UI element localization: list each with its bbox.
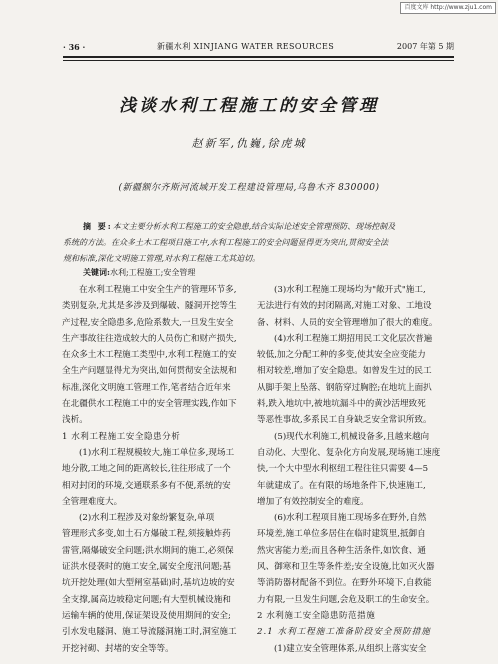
body-text-line: (2)水利工程涉及对象纷繁复杂,单项 bbox=[79, 513, 215, 524]
body-text-line: 全生产问题显得尤为突出,如何贯彻安全法规和 bbox=[62, 366, 237, 377]
header-rule-thin bbox=[63, 60, 454, 61]
body-text-line: 较低,加之分配工种的多变,使其安全应变能力 bbox=[257, 350, 426, 361]
body-text-line: 相对较差,增加了安全隐患。如曾发生过的民工 bbox=[257, 366, 432, 377]
body-text-line: 年就建成了。在有限的场地条件下,快速施工, bbox=[257, 480, 426, 491]
running-header bbox=[63, 40, 454, 54]
abstract-text: 本文主要分析水利工程施工的安全隐患,结合实际论述安全管理预防、现场控制及 bbox=[112, 222, 396, 231]
article-affiliation: (新疆额尔齐斯河流域开发工程建设管理局,乌鲁木齐 830000) bbox=[118, 183, 380, 193]
body-text-line: 无法进行有效的封闭隔离,对施工对象、工地设 bbox=[257, 301, 432, 312]
abstract-label: 摘 要: bbox=[83, 221, 113, 231]
abstract-line bbox=[63, 218, 453, 235]
body-text-line: 自动化、大型化、复杂化方向发展,现场施工速度 bbox=[257, 447, 441, 458]
keywords-text: 水利;工程施工;安全管理 bbox=[109, 268, 196, 277]
body-text-line: 雷管,隔爆破安全问题;洪水期间的施工,必须保 bbox=[62, 545, 234, 556]
body-text-line: 风、御寒和卫生等条件差;安全设施,比如灭火器 bbox=[257, 562, 435, 573]
keywords bbox=[83, 264, 195, 281]
issue-label: 2007 年第 5 期 bbox=[396, 42, 454, 51]
body-text-line: 在水利工程施工中安全生产的管理环节多, bbox=[79, 285, 237, 295]
body-text-line: 管理形式多变,如土石方爆破工程,须接触炸药 bbox=[62, 529, 231, 540]
abstract-line: 规和标准,深化文明施工管理,对水利工程施工尤其迫切。 bbox=[63, 254, 261, 263]
watermark: 百度文库 http://www.zju1.com bbox=[400, 2, 496, 14]
body-text-line: (5)现代水利施工,机械设备多,且越来越向 bbox=[274, 431, 430, 442]
journal-name: 新疆水利 XINJIANG WATER RESOURCES bbox=[157, 42, 335, 51]
article-title: 浅谈水利工程施工的安全管理 bbox=[119, 96, 379, 116]
body-text-line: (1)水利工程规模较大,施工单位多,现场工 bbox=[79, 447, 235, 458]
body-text-line: 增加了有效控制安全的难度。 bbox=[257, 496, 369, 507]
body-text-line: 坑开挖处理(如大型闸室基础)时,基坑边坡的安 bbox=[62, 578, 235, 589]
body-text-line: 相对封闭的环境,交通联系多有不便,系统的安 bbox=[62, 480, 231, 491]
body-text-line: 力有限,一旦发生问题,会危及职工的生命安全。 bbox=[257, 594, 435, 605]
body-column-left bbox=[62, 282, 262, 657]
body-text-line: 地分散,工地之间的距离较长,往往形成了一个 bbox=[62, 464, 231, 475]
body-text-line: 等消防器材配备不到位。在野外环境下,自救能 bbox=[257, 578, 432, 589]
body-text-line: 从脚手架上坠落、钢筋穿过胸腔;在地坑上面扒 bbox=[257, 382, 432, 393]
body-text-line: 备、材料、人员的安全管理增加了很大的难度。 bbox=[257, 317, 438, 328]
body-text-line: 浅析。 bbox=[62, 415, 88, 426]
article-authors: 赵新军,仇巍,徐虎城 bbox=[191, 137, 307, 150]
page-number: · 36 · bbox=[63, 42, 86, 52]
body-text-line: 产过程,安全隐患多,危险系数大,一旦发生安全 bbox=[62, 317, 234, 328]
body-text-line: 在众多土木工程施工类型中,水利工程施工的安 bbox=[62, 350, 237, 361]
body-text-line: 生产事故往往造成较大的人员伤亡和财产损失, bbox=[62, 333, 237, 344]
body-text-line: 开挖衬砌、封堵的安全等等。 bbox=[62, 643, 174, 654]
body-text-line: 类别复杂,尤其是多涉及到爆破、隧洞开挖等生 bbox=[62, 301, 237, 312]
body-text-line: 料,跌入地坑中,被地坑漏斗中的黄沙活埋致死 bbox=[257, 399, 426, 410]
body-text-line: 证洪水侵袭时的施工安全,属安全度汛问题;基 bbox=[62, 562, 231, 573]
body-text-line: 运输车辆的使用,保证架设及使用期间的安全; bbox=[62, 610, 231, 621]
body-text-line: 等恶性事故,多系民工自身缺乏安全常识所致。 bbox=[257, 415, 432, 426]
section-heading: 2.1 水利工程施工准备阶段安全预防措施 bbox=[257, 627, 431, 638]
body-text-line: 全支撑,属高边坡稳定问题;有大型机械设施和 bbox=[62, 594, 231, 605]
section-heading: 2 水利施工安全隐患防范措施 bbox=[257, 610, 376, 621]
body-text-line: (3)水利工程施工现场均为"敞开式"施工, bbox=[274, 285, 426, 295]
body-text-line: (1)建立安全管理体系,从组织上落实安全 bbox=[274, 643, 427, 654]
body-text-line: 环境差,施工单位多居住在临时建筑里,抵御自 bbox=[257, 529, 426, 540]
body-text-line: 然灾害能力差;而且各种生活条件,如饮食、通 bbox=[257, 545, 426, 556]
body-text-line: (6)水利工程项目施工现场多在野外,自然 bbox=[274, 513, 427, 524]
body-text-line: 标准,深化文明施工管理工作,笔者结合近年来 bbox=[62, 382, 231, 393]
keywords-label: 关键词: bbox=[83, 267, 110, 277]
section-heading: 1 水利工程施工安全隐患分析 bbox=[62, 431, 181, 442]
abstract bbox=[63, 218, 453, 267]
header-rule bbox=[63, 56, 454, 58]
body-text-line: 快,一个大中型水利枢纽工程往往只需要 4—5 bbox=[257, 464, 429, 475]
body-text-line: (4)水利工程施工期招用民工文化层次普遍 bbox=[274, 333, 433, 344]
body-column-right bbox=[257, 282, 457, 657]
body-text-line: 引水发电隧洞、施工导流隧洞施工时,洞室施工 bbox=[62, 627, 237, 638]
abstract-line: 系统的方法。在众多土木工程项目施工中,水利工程施工的安全问题显得更为突出,贯彻安全法 bbox=[63, 238, 389, 247]
body-text-line: 在北疆供水工程施工中的安全管理实践,作如下 bbox=[62, 399, 237, 410]
body-text-line: 全管理难度大。 bbox=[62, 496, 123, 507]
